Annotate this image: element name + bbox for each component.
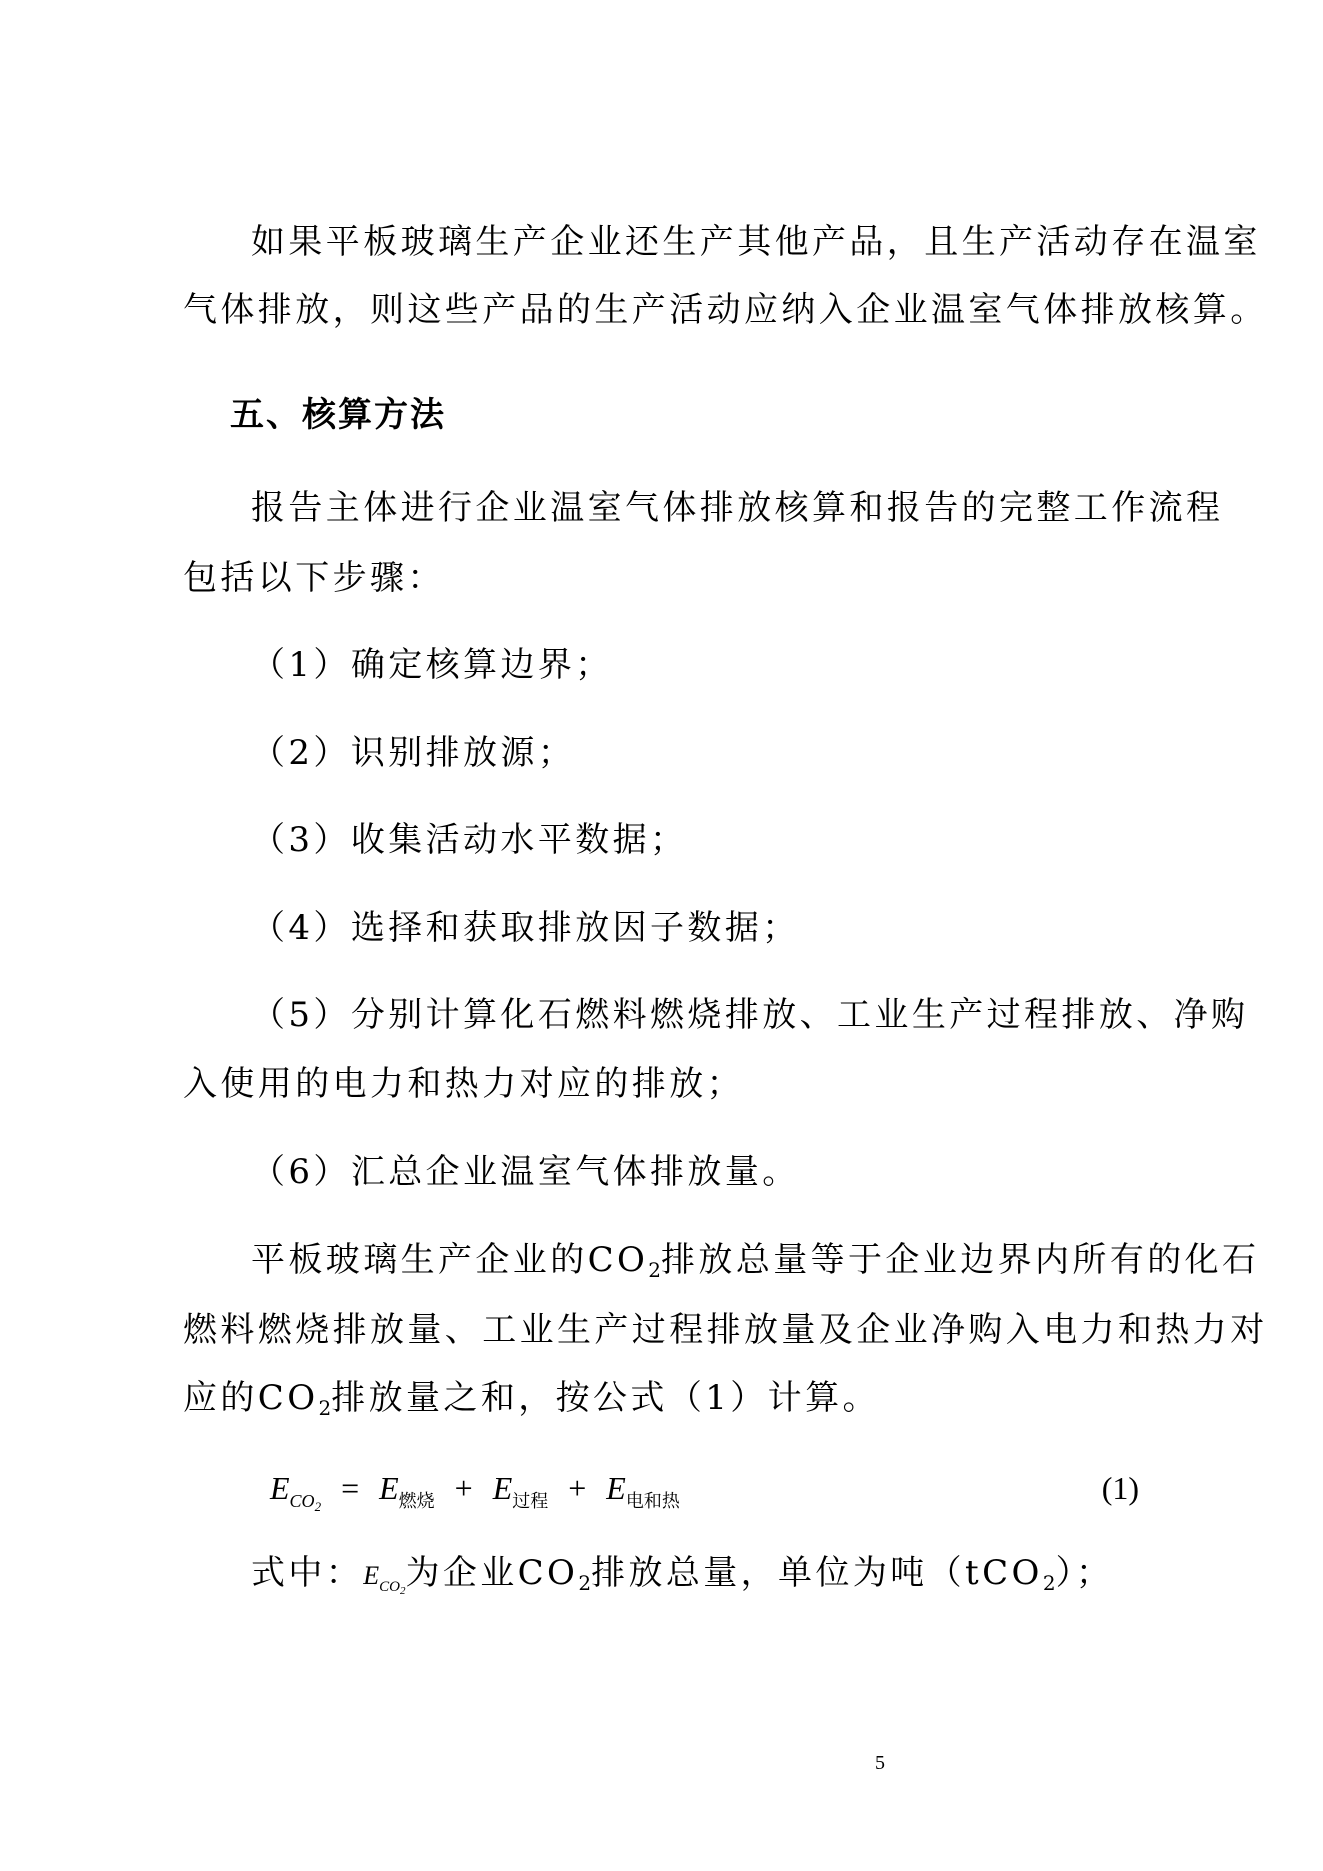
formula-1 [270,1468,680,1527]
formula-equals: = [341,1470,360,1506]
subscript-2: 2 [648,1258,662,1282]
paragraph-3-line-3-part-a: 应的CO [183,1378,319,1418]
step-2: （2）识别排放源； [251,733,576,773]
where-unit-subscript-2: 2 [1042,1571,1056,1595]
paragraph-2-line-1: 报告主体进行企业温室气体排放核算和报告的完整工作流程 [251,488,1224,528]
where-subscript-2: 2 [578,1571,592,1595]
formula-e-total: E [270,1470,290,1506]
step-5-line-2: 入使用的电力和热力对应的排放； [183,1064,744,1104]
where-sub-co: CO [379,1579,400,1595]
formula-plus-1: + [454,1470,473,1506]
formula-plus-2: + [568,1470,587,1506]
formula-sub-process: 过程 [512,1491,549,1511]
where-line [251,1553,1211,1611]
where-text-c: ）； [1055,1553,1114,1593]
step-1: （1）确定核算边界； [251,645,613,685]
formula-sub-elec: 电和热 [625,1491,680,1511]
equation-number: (1) [1101,1470,1139,1506]
step-3: （3）收集活动水平数据； [251,820,688,860]
formula-e-process: E [492,1470,513,1506]
step-6: （6）汇总企业温室气体排放量。 [251,1152,800,1192]
where-text-b: 排放总量，单位为吨（tCO [591,1553,1043,1593]
paragraph-3-line-3-part-b: 排放量之和，按公式（1）计算。 [331,1378,880,1418]
paragraph-3-line-1-part-a: 平板玻璃生产企业的CO [251,1240,649,1280]
step-5-line-1: （5）分别计算化石燃料燃烧排放、工业生产过程排放、净购 [251,995,1249,1035]
formula-e-elec: E [606,1470,626,1506]
formula-sub-co: CO [289,1491,315,1511]
paragraph-3-line-1 [251,1240,1260,1290]
section-heading: 五、核算方法 [230,395,446,435]
paragraph-1-line-1: 如果平板玻璃生产企业还生产其他产品，且生产活动存在温室 [251,222,1261,262]
where-lead: 式中： [251,1553,364,1593]
where-e: E [363,1561,380,1590]
formula-sub-fuel: 燃烧 [398,1491,435,1511]
paragraph-3-line-2: 燃料燃烧排放量、工业生产过程排放量及企业净购入电力和热力对 [183,1310,1268,1350]
paragraph-2-line-2: 包括以下步骤： [183,558,445,598]
paragraph-3-line-3 [183,1378,1143,1428]
formula-sub-2: 2 [314,1499,322,1514]
step-4: （4）选择和获取排放因子数据； [251,908,800,948]
subscript-2: 2 [318,1396,332,1420]
formula-sub-co2 [289,1491,322,1514]
where-text-a: 为企业CO [405,1553,579,1593]
paragraph-3-line-1-part-b: 排放总量等于企业边界内所有的化石 [661,1240,1260,1280]
formula-e-fuel: E [379,1470,399,1506]
page-number: 5 [875,1752,885,1774]
paragraph-1-line-2: 气体排放，则这些产品的生产活动应纳入企业温室气体排放核算。 [183,290,1268,330]
where-sub-2: 2 [399,1585,406,1597]
where-e-co2 [363,1561,406,1597]
